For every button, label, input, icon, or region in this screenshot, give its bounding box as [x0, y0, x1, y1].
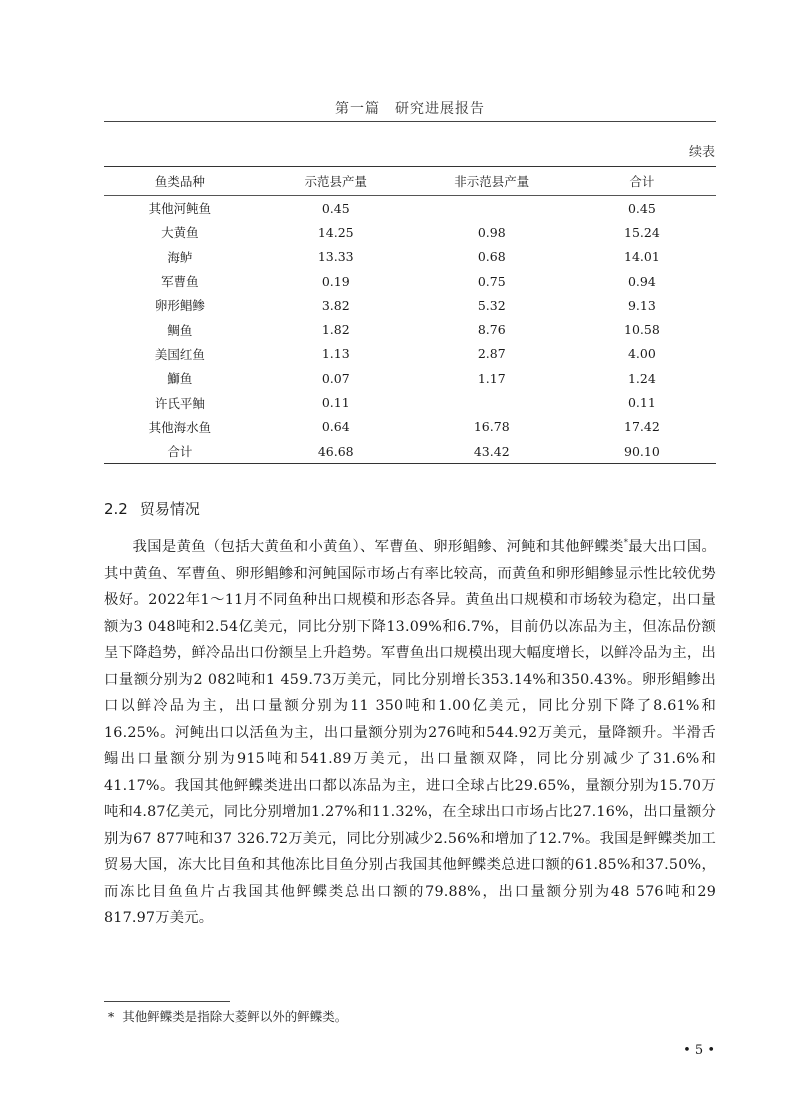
- cell-total: 0.45: [627, 200, 656, 216]
- cell-fish-species: 其他河鲀鱼: [148, 201, 212, 217]
- cell-non-demo-county-output: 1.17: [477, 370, 506, 386]
- header-non-demo-county-output: 非示范县产量: [416, 167, 568, 196]
- cell-demo-county-output: 0.11: [321, 395, 350, 411]
- section-number: 2.2: [104, 500, 128, 519]
- cell-demo-county-output: 3.82: [321, 297, 350, 313]
- paragraph-text-part1: 我国是黄鱼（包括大黄鱼和小黄鱼）、军曹鱼、卵形鲳鲹、河鲀和其他鲆鲽类: [132, 539, 624, 556]
- cell-non-demo-county-output: 2.87: [477, 346, 506, 362]
- cell-total: 0.94: [627, 273, 656, 289]
- cell-total: 15.24: [624, 224, 660, 240]
- cell-fish-species: 海鲈: [167, 249, 193, 265]
- page-number: • 5 •: [683, 1043, 715, 1058]
- cell-fish-species: 大黄鱼: [161, 225, 199, 241]
- cell-non-demo-county-output: [416, 390, 568, 414]
- paragraph-text-part2: 最大出口国。其中黄鱼、军曹鱼、卵形鲳鲹和河鲀国际市场占有率比较高，而黄鱼和卵形鲳鲹显示性比较优势极好。2022年1～11月不同鱼种出口规模和形态各异。黄鱼出口规模和市场较为稳定，出口量额为3 048吨和2.54亿美元，同比分别下降13.09%和6.7%，目前仍以冻品为主，但冻品份额呈下降趋势，鲜冷品出口份额呈上升趋势。军曹鱼出口规模出现大幅度增长，以鲜冷品为主，出口量额分别为2 082吨和1 459.73万美元，同比分别增长353.14%和350.43%。卵形鲳鲹出口以鲜冷品为主，出口量额分别为11 350吨和1.00亿美元，同比分别下降了8.61%和16.25%。河鲀出口以活鱼为主，出口量额分别为276吨和544.92万美元，量降额升。半滑舌鳎出口量额分别为915吨和541.89万美元，出口量额双降，同比分别减少了31.6%和41.17%。我国其他鲆鲽类进出口都以冻品为主，进口全球占比29.65%，量额分别为15.70万吨和4.87亿美元，同比分别增加1.27%和11.32%，在全球出口市场占比27.16%，出口量额分别为67 877吨和37 326.72万美元，同比分别减少2.56%和增加了12.7%。我国是鲆鲽类加工贸易大国，冻大比目鱼和其他冻比目鱼分别占我国其他鲆鲽类总进口额的61.85%和37.50%，而冻比目鱼鱼片占我国其他鲆鲽类总出口额的79.88%，出口量额分别为48 576吨和29 817.97万美元。: [104, 539, 716, 927]
- cell-non-demo-county-output: [416, 196, 568, 221]
- table-row: [104, 439, 716, 464]
- cell-non-demo-county-output: 8.76: [477, 322, 506, 338]
- section-heading: [104, 498, 200, 519]
- header-total: 合计: [568, 167, 716, 196]
- cell-non-demo-county-output: 0.98: [477, 224, 506, 240]
- footnote-rule: [104, 1001, 230, 1002]
- footnote-mark: *: [108, 1009, 115, 1024]
- cell-non-demo-county-output: 5.32: [477, 297, 506, 313]
- table-row: [104, 269, 716, 293]
- cell-total: 4.00: [627, 346, 656, 362]
- cell-fish-species: 许氏平鲉: [154, 395, 205, 411]
- table-row: [104, 245, 716, 269]
- cell-demo-county-output: 0.19: [321, 273, 350, 289]
- running-head: 第一篇 研究进展报告: [335, 101, 485, 117]
- cell-fish-species: 合计: [104, 439, 256, 464]
- cell-demo-county-output: 1.13: [321, 346, 350, 362]
- header-rule: [104, 121, 716, 122]
- table-row: [104, 342, 716, 366]
- header-demo-county-output: 示范县产量: [256, 167, 416, 196]
- cell-demo-county-output: 0.07: [321, 370, 350, 386]
- footnote: [108, 1007, 347, 1025]
- cell-non-demo-county-output: 16.78: [473, 419, 510, 435]
- table-row: [104, 317, 716, 341]
- table-row: [104, 415, 716, 439]
- table-row: [104, 220, 716, 244]
- cell-total: 0.11: [627, 395, 656, 411]
- cell-non-demo-county-output: 43.42: [416, 439, 568, 464]
- cell-total: 17.42: [624, 419, 660, 435]
- footnote-reference[interactable]: *: [623, 538, 629, 548]
- cell-fish-species: 卵形鲳鲹: [154, 298, 205, 314]
- footnote-text: 其他鲆鲽类是指除大菱鲆以外的鲆鲽类。: [122, 1009, 348, 1024]
- body-paragraph: [104, 530, 716, 931]
- table-row: [104, 390, 716, 414]
- cell-demo-county-output: 0.64: [321, 419, 350, 435]
- cell-non-demo-county-output: 0.68: [477, 249, 506, 265]
- cell-fish-species: 鰤鱼: [167, 371, 193, 387]
- header-fish-species: 鱼类品种: [104, 167, 256, 196]
- cell-demo-county-output: 1.82: [321, 322, 350, 338]
- cell-demo-county-output: 46.68: [256, 439, 416, 464]
- cell-non-demo-county-output: 0.75: [477, 273, 506, 289]
- cell-total: 1.24: [627, 370, 656, 386]
- cell-fish-species: 美国红鱼: [154, 346, 205, 362]
- cell-demo-county-output: 0.45: [321, 200, 350, 216]
- cell-total: 90.10: [568, 439, 716, 464]
- cell-fish-species: 其他海水鱼: [148, 419, 212, 435]
- fish-production-table: [104, 166, 716, 464]
- cell-fish-species: 军曹鱼: [161, 274, 199, 290]
- section-title: 贸易情况: [139, 500, 200, 519]
- cell-fish-species: 鲷鱼: [167, 322, 193, 338]
- table-continued-label: 续表: [688, 145, 715, 160]
- cell-total: 10.58: [624, 322, 660, 338]
- cell-demo-county-output: 13.33: [317, 249, 354, 265]
- table-row: [104, 293, 716, 317]
- table-row: [104, 366, 716, 390]
- cell-total: 9.13: [627, 297, 656, 313]
- table-row: [104, 196, 716, 221]
- cell-demo-county-output: 14.25: [317, 224, 354, 240]
- cell-total: 14.01: [624, 249, 660, 265]
- table-header-row: [104, 167, 716, 196]
